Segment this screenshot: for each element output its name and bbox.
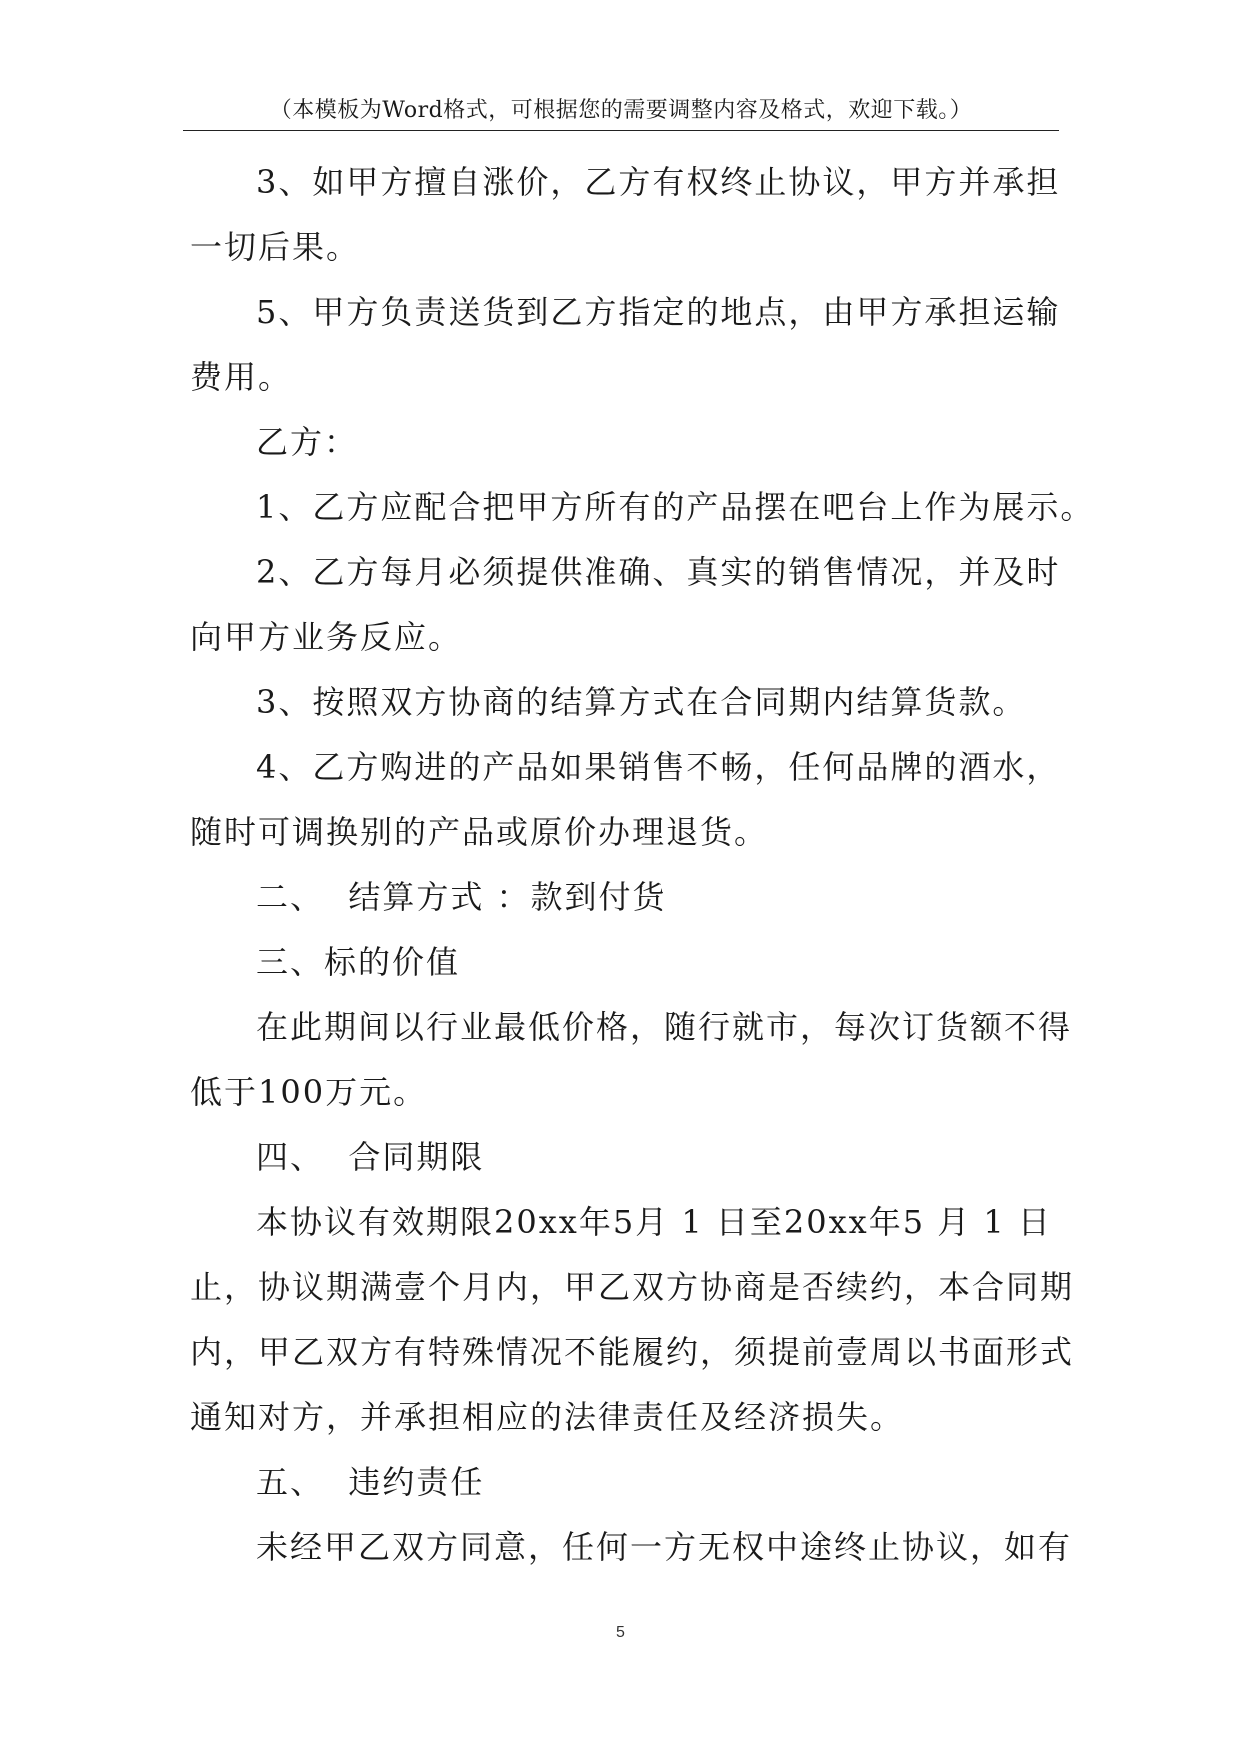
section-heading: 二、 结算方式 ：款到付货 (256, 878, 667, 916)
clause-line: 4、乙方购进的产品如果销售不畅，任何品牌的酒水， (256, 748, 1061, 786)
clause-line: 通知对方，并承担相应的法律责任及经济损失。 (190, 1398, 905, 1436)
clause-line: 3、按照双方协商的结算方式在合同期内结算货款。 (256, 683, 1027, 721)
section-heading: 四、 合同期限 (256, 1138, 485, 1176)
clause-line: 随时可调换别的产品或原价办理退货。 (190, 813, 769, 851)
header-divider (183, 130, 1059, 131)
clause-line: 2、乙方每月必须提供准确、真实的销售情况，并及时 (256, 553, 1061, 591)
page-number: 5 (616, 1624, 625, 1641)
clause-line: 低于100万元。 (190, 1073, 428, 1111)
clause-line: 费用。 (190, 358, 293, 396)
clause-line: 在此期间以行业最低价格，随行就市，每次订货额不得 (256, 1008, 1073, 1046)
section-heading: 三、标的价值 (256, 943, 461, 981)
document-body (190, 150, 1095, 1580)
party-heading: 乙方： (256, 423, 359, 461)
clause-line: 未经甲乙双方同意，任何一方无权中途终止协议，如有 (256, 1528, 1073, 1566)
clause-line: 5、甲方负责送货到乙方指定的地点，由甲方承担运输 (256, 293, 1061, 331)
clause-line: 一切后果。 (190, 228, 361, 266)
clause-line: 3、如甲方擅自涨价，乙方有权终止协议，甲方并承担 (256, 163, 1061, 201)
template-notice-header: （本模板为Word格式，可根据您的需要调整内容及格式，欢迎下载。） (269, 98, 973, 123)
clause-line: 止，协议期满壹个月内，甲乙双方协商是否续约，本合同期 (190, 1268, 1075, 1306)
section-heading: 五、 违约责任 (256, 1463, 485, 1501)
clause-line: 内，甲乙双方有特殊情况不能履约，须提前壹周以书面形式 (190, 1333, 1075, 1371)
clause-line: 向甲方业务反应。 (190, 618, 463, 656)
clause-line: 1、乙方应配合把甲方所有的产品摆在吧台上作为展示。 (256, 488, 1095, 526)
clause-line: 本协议有效期限20xx年5月 1 日至20xx年5 月 1 日 (256, 1203, 1052, 1241)
